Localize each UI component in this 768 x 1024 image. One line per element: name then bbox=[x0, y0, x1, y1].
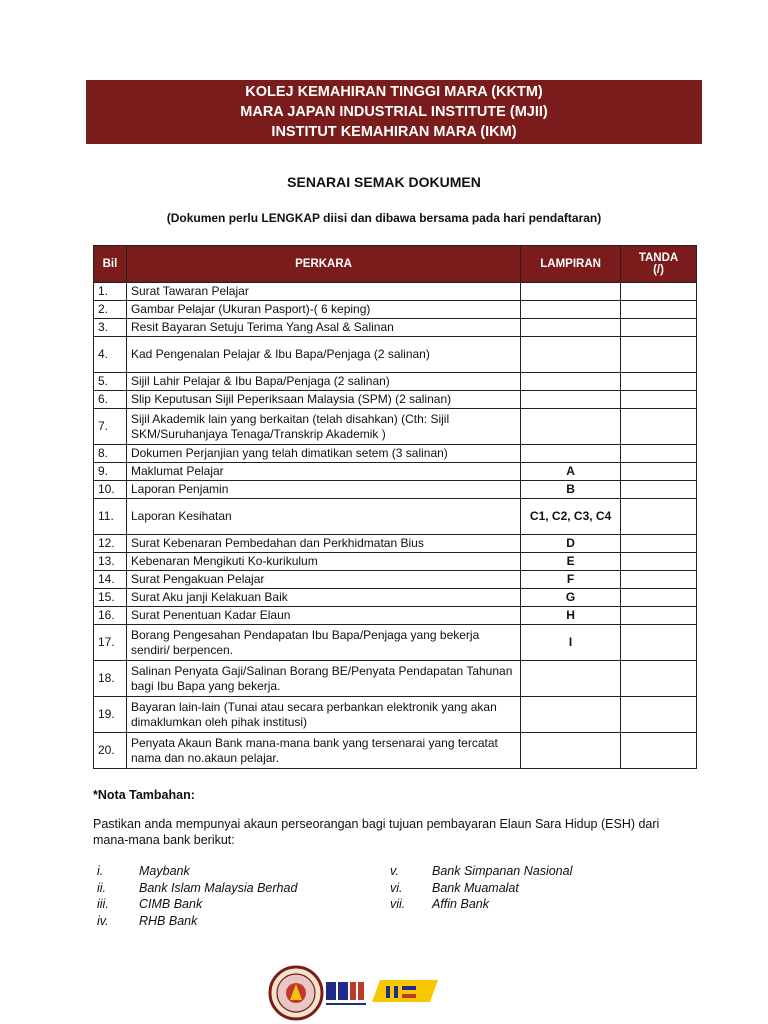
row-bil: 18. bbox=[94, 661, 127, 697]
row-bil: 2. bbox=[94, 301, 127, 319]
table-row bbox=[94, 697, 697, 733]
row-lampiran: G bbox=[521, 589, 621, 607]
bank-list-item bbox=[390, 864, 572, 881]
row-perkara: Sijil Akademik lain yang berkaitan (telah disahkan) (Cth: Sijil SKM/Suruhanjaya Tenaga/Transkrip Akademik ) bbox=[126, 409, 520, 445]
col-header-tanda bbox=[621, 246, 697, 283]
row-bil: 5. bbox=[94, 373, 127, 391]
bank-name: CIMB Bank bbox=[139, 897, 203, 911]
row-tanda bbox=[621, 553, 697, 571]
bank-list-item bbox=[97, 864, 297, 881]
institution-logos bbox=[268, 962, 468, 1024]
row-perkara: Kad Pengenalan Pelajar & Ibu Bapa/Penjaga (2 salinan) bbox=[126, 337, 520, 373]
col-header-tanda-mark: (/) bbox=[653, 264, 664, 276]
row-lampiran bbox=[521, 445, 621, 463]
table-row bbox=[94, 589, 697, 607]
row-perkara: Borang Pengesahan Pendapatan Ibu Bapa/Penjaga yang bekerja sendiri/ berpencen. bbox=[126, 625, 520, 661]
row-bil: 17. bbox=[94, 625, 127, 661]
row-lampiran bbox=[521, 301, 621, 319]
row-bil: 12. bbox=[94, 535, 127, 553]
row-bil: 6. bbox=[94, 391, 127, 409]
row-lampiran bbox=[521, 409, 621, 445]
row-lampiran bbox=[521, 391, 621, 409]
row-perkara: Kebenaran Mengikuti Ko-kurikulum bbox=[126, 553, 520, 571]
row-lampiran bbox=[521, 733, 621, 769]
bank-list-right bbox=[390, 864, 572, 914]
row-perkara: Bayaran lain-lain (Tunai atau secara perbankan elektronik yang akan dimaklumkan oleh pihak institusi) bbox=[126, 697, 520, 733]
row-lampiran bbox=[521, 319, 621, 337]
table-row bbox=[94, 481, 697, 499]
nota-title: *Nota Tambahan: bbox=[93, 788, 195, 802]
row-tanda bbox=[621, 391, 697, 409]
row-perkara: Surat Penentuan Kadar Elaun bbox=[126, 607, 520, 625]
col-header-bil: Bil bbox=[94, 246, 127, 283]
table-row bbox=[94, 301, 697, 319]
bank-name: Bank Simpanan Nasional bbox=[432, 864, 573, 878]
bank-list-item bbox=[390, 897, 572, 914]
ikm-logo-icon bbox=[372, 980, 438, 1002]
row-tanda bbox=[621, 625, 697, 661]
checklist-table bbox=[93, 245, 697, 769]
row-lampiran: F bbox=[521, 571, 621, 589]
row-tanda bbox=[621, 445, 697, 463]
bank-number: v. bbox=[390, 864, 399, 878]
table-row bbox=[94, 337, 697, 373]
row-lampiran: E bbox=[521, 553, 621, 571]
row-lampiran bbox=[521, 697, 621, 733]
row-perkara: Surat Tawaran Pelajar bbox=[126, 283, 520, 301]
bank-name: Bank Muamalat bbox=[432, 880, 519, 895]
bank-number: iii. bbox=[97, 897, 109, 911]
row-lampiran bbox=[521, 661, 621, 697]
row-lampiran bbox=[521, 337, 621, 373]
row-perkara: Surat Kebenaran Pembedahan dan Perkhidmatan Bius bbox=[126, 535, 520, 553]
bank-name: Maybank bbox=[139, 864, 190, 878]
bank-number: i. bbox=[97, 864, 104, 878]
row-tanda bbox=[621, 337, 697, 373]
col-header-perkara: PERKARA bbox=[126, 246, 520, 283]
row-bil: 7. bbox=[94, 409, 127, 445]
row-lampiran: D bbox=[521, 535, 621, 553]
bank-list-item bbox=[97, 897, 297, 914]
table-row bbox=[94, 499, 697, 535]
row-tanda bbox=[621, 463, 697, 481]
row-perkara: Surat Pengakuan Pelajar bbox=[126, 571, 520, 589]
row-lampiran bbox=[521, 283, 621, 301]
bank-number: ii. bbox=[97, 880, 107, 895]
row-perkara: Dokumen Perjanjian yang telah dimatikan setem (3 salinan) bbox=[126, 445, 520, 463]
row-tanda bbox=[621, 571, 697, 589]
header-line-kktm: KOLEJ KEMAHIRAN TINGGI MARA (KKTM) bbox=[245, 84, 543, 100]
row-perkara: Penyata Akaun Bank mana-mana bank yang tersenarai yang tercatat nama dan no.akaun pelajar. bbox=[126, 733, 520, 769]
row-perkara: Sijil Lahir Pelajar & Ibu Bapa/Penjaga (2 salinan) bbox=[126, 373, 520, 391]
row-bil: 14. bbox=[94, 571, 127, 589]
row-bil: 8. bbox=[94, 445, 127, 463]
row-tanda bbox=[621, 319, 697, 337]
row-perkara: Gambar Pelajar (Ukuran Pasport)-( 6 keping) bbox=[126, 301, 520, 319]
table-row bbox=[94, 391, 697, 409]
row-tanda bbox=[621, 535, 697, 553]
table-row bbox=[94, 319, 697, 337]
table-row bbox=[94, 553, 697, 571]
row-perkara: Laporan Kesihatan bbox=[126, 499, 520, 535]
page-subtitle: (Dokumen perlu LENGKAP diisi dan dibawa bersama pada hari pendaftaran) bbox=[166, 211, 602, 225]
row-lampiran: A bbox=[521, 463, 621, 481]
table-row bbox=[94, 463, 697, 481]
row-bil: 16. bbox=[94, 607, 127, 625]
table-row bbox=[94, 283, 697, 301]
nota-text: Pastikan anda mempunyai akaun perseorangan bagi tujuan pembayaran Elaun Sara Hidup (ESH) dari mana-mana bank berikut: bbox=[93, 817, 660, 847]
bank-number: iv. bbox=[97, 913, 109, 928]
bank-number: vii. bbox=[390, 897, 406, 911]
row-tanda bbox=[621, 481, 697, 499]
row-tanda bbox=[621, 373, 697, 391]
bank-list-item bbox=[390, 881, 572, 898]
row-lampiran: H bbox=[521, 607, 621, 625]
table-row bbox=[94, 661, 697, 697]
bank-name: Bank Islam Malaysia Berhad bbox=[139, 880, 298, 895]
row-tanda bbox=[621, 409, 697, 445]
row-bil: 10. bbox=[94, 481, 127, 499]
table-row bbox=[94, 571, 697, 589]
bank-list-left bbox=[97, 864, 297, 930]
table-row bbox=[94, 445, 697, 463]
row-bil: 19. bbox=[94, 697, 127, 733]
bank-name: RHB Bank bbox=[139, 913, 198, 928]
row-perkara: Maklumat Pelajar bbox=[126, 463, 520, 481]
table-row bbox=[94, 733, 697, 769]
row-bil: 13. bbox=[94, 553, 127, 571]
header-line-ikm: INSTITUT KEMAHIRAN MARA (IKM) bbox=[271, 124, 517, 140]
row-tanda bbox=[621, 301, 697, 319]
bank-list-item bbox=[97, 881, 297, 898]
table-row bbox=[94, 625, 697, 661]
col-header-lampiran: LAMPIRAN bbox=[521, 246, 621, 283]
row-bil: 9. bbox=[94, 463, 127, 481]
bank-list-item bbox=[97, 914, 297, 931]
row-lampiran: C1, C2, C3, C4 bbox=[521, 499, 621, 535]
row-tanda bbox=[621, 607, 697, 625]
row-tanda bbox=[621, 499, 697, 535]
row-bil: 15. bbox=[94, 589, 127, 607]
row-lampiran: B bbox=[521, 481, 621, 499]
table-row bbox=[94, 373, 697, 391]
table-row bbox=[94, 607, 697, 625]
header-line-mjii: MARA JAPAN INDUSTRIAL INSTITUTE (MJII) bbox=[240, 104, 548, 120]
bank-number: vi. bbox=[390, 880, 403, 895]
row-lampiran: I bbox=[521, 625, 621, 661]
row-bil: 3. bbox=[94, 319, 127, 337]
row-perkara: Laporan Penjamin bbox=[126, 481, 520, 499]
row-perkara: Salinan Penyata Gaji/Salinan Borang BE/Penyata Pendapatan Tahunan bagi Ibu Bapa yang bekerja. bbox=[126, 661, 520, 697]
row-bil: 11. bbox=[94, 499, 127, 535]
row-tanda bbox=[621, 733, 697, 769]
mara-seal-icon bbox=[270, 967, 322, 1019]
row-perkara: Slip Keputusan Sijil Peperiksaan Malaysia (SPM) (2 salinan) bbox=[126, 391, 520, 409]
row-bil: 20. bbox=[94, 733, 127, 769]
col-header-tanda-label: TANDA bbox=[638, 252, 679, 264]
row-tanda bbox=[621, 589, 697, 607]
row-lampiran bbox=[521, 373, 621, 391]
row-bil: 4. bbox=[94, 337, 127, 373]
header-banner bbox=[86, 80, 702, 144]
row-perkara: Resit Bayaran Setuju Terima Yang Asal & Salinan bbox=[126, 319, 520, 337]
row-bil: 1. bbox=[94, 283, 127, 301]
table-row bbox=[94, 409, 697, 445]
row-tanda bbox=[621, 283, 697, 301]
row-tanda bbox=[621, 661, 697, 697]
bank-name: Affin Bank bbox=[432, 897, 489, 911]
table-row bbox=[94, 535, 697, 553]
mjii-logo-icon bbox=[326, 982, 366, 1005]
page-title: SENARAI SEMAK DOKUMEN bbox=[287, 174, 481, 190]
row-perkara: Surat Aku janji Kelakuan Baik bbox=[126, 589, 520, 607]
row-tanda bbox=[621, 697, 697, 733]
